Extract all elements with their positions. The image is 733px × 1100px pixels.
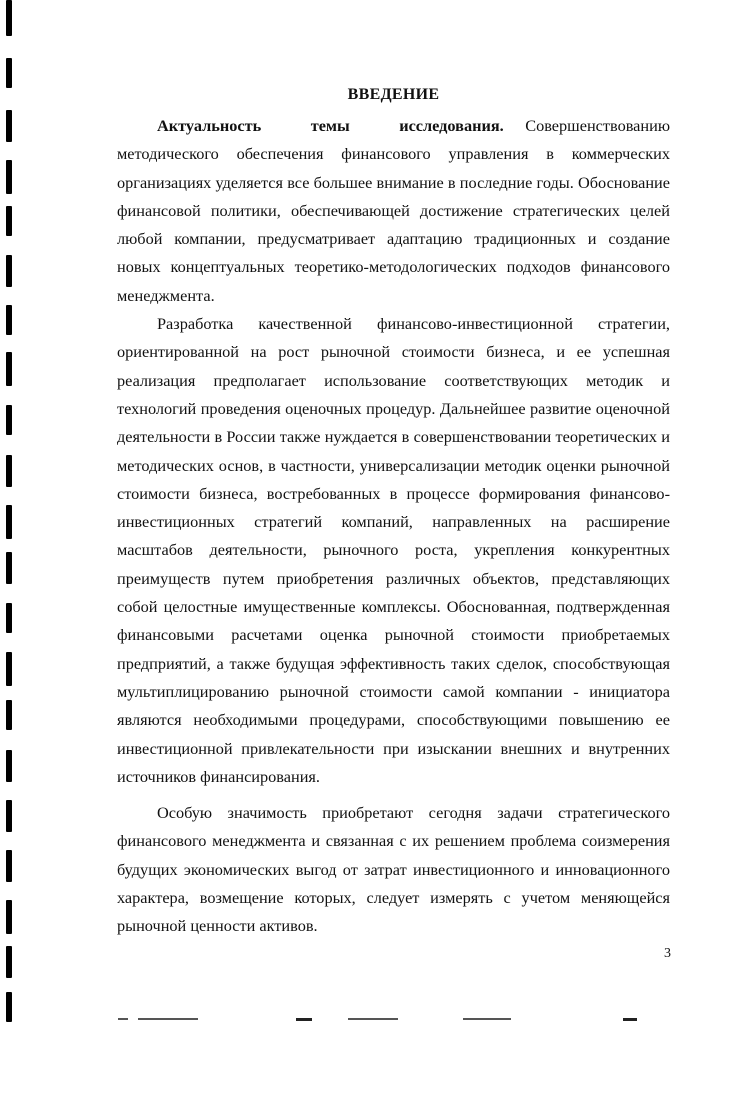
- scan-artifact: [348, 1018, 398, 1020]
- document-page: [117, 86, 670, 941]
- paragraph-relevance: [117, 112, 670, 310]
- binding-mark: [6, 750, 12, 782]
- binding-mark: [6, 900, 12, 934]
- binding-mark: [6, 110, 12, 142]
- binding-marks: [0, 0, 24, 1100]
- binding-mark: [6, 505, 12, 539]
- binding-mark: [6, 160, 12, 194]
- binding-mark: [6, 405, 12, 435]
- binding-mark: [6, 255, 12, 287]
- binding-mark: [6, 352, 12, 386]
- binding-mark: [6, 800, 12, 832]
- scan-artifact: [463, 1018, 511, 1020]
- binding-mark: [6, 700, 12, 730]
- binding-mark: [6, 652, 12, 686]
- page-number: 3: [664, 946, 671, 961]
- binding-mark: [6, 850, 12, 882]
- scan-artifacts: [118, 1012, 648, 1026]
- scan-artifact: [118, 1018, 128, 1020]
- scan-artifact: [138, 1018, 198, 1020]
- paragraph-text: Совершенствованию методического обеспечения финансового управления в коммерческих организациях уделяется все большее внимание в последние годы. Обоснование финансовой политики, обеспечивающей достижение стратегических целей любой компании, предусматривает адаптацию традиционных и создание новых концептуальных теоретико-методологических подходов финансового менеджмента.: [117, 116, 671, 305]
- scan-artifact: [296, 1018, 312, 1021]
- paragraph-strategy: Разработка качественной финансово-инвестиционной стратегии, ориентированной на рост рыночной стоимости бизнеса, и ее успешная реализация предполагает использование соответствующих методик и технологий проведения оценочных процедур. Дальнейшее развитие оценочной деятельности в России также нуждается в совершенствовании теоретических и методических основ, в частности, универсализации методик оценки рыночной стоимости бизнеса, востребованных в процессе формирования финансово-инвестиционных стратегий компаний, направленных на расширение масштабов деятельности, рыночного роста, укрепления конкурентных преимуществ путем приобретения различных объектов, представляющих собой целостные имущественные комплексы. Обоснованная, подтвержденная финансовыми расчетами оценка рыночной стоимости приобретаемых предприятий, а также будущая эффективность таких сделок, способствующая мультиплицированию рыночной стоимости самой компании - инициатора являются необходимыми процедурами, способствующими повышению ее инвестиционной привлекательности при изыскании внешних и внутренних источников финансирования.: [117, 314, 670, 786]
- binding-mark: [6, 946, 12, 978]
- scan-artifact: [623, 1018, 637, 1021]
- binding-mark: [6, 552, 12, 584]
- paragraph-significance: Особую значимость приобретают сегодня задачи стратегического финансового менеджмента и связанная с их решением проблема соизмерения будущих экономических выгод от затрат инвестиционного и инновационного характера, возмещение которых, следует измерять с учетом меняющейся рыночной ценности активов.: [117, 803, 670, 936]
- binding-mark: [6, 58, 12, 88]
- paragraph-lead: Актуальность темы исследования.: [157, 116, 504, 135]
- binding-mark: [6, 305, 12, 335]
- page-title: ВВЕДЕНИЕ: [347, 86, 440, 103]
- binding-mark: [6, 603, 12, 633]
- binding-mark: [6, 455, 12, 487]
- binding-mark: [6, 0, 12, 36]
- binding-mark: [6, 206, 12, 236]
- binding-mark: [6, 992, 12, 1022]
